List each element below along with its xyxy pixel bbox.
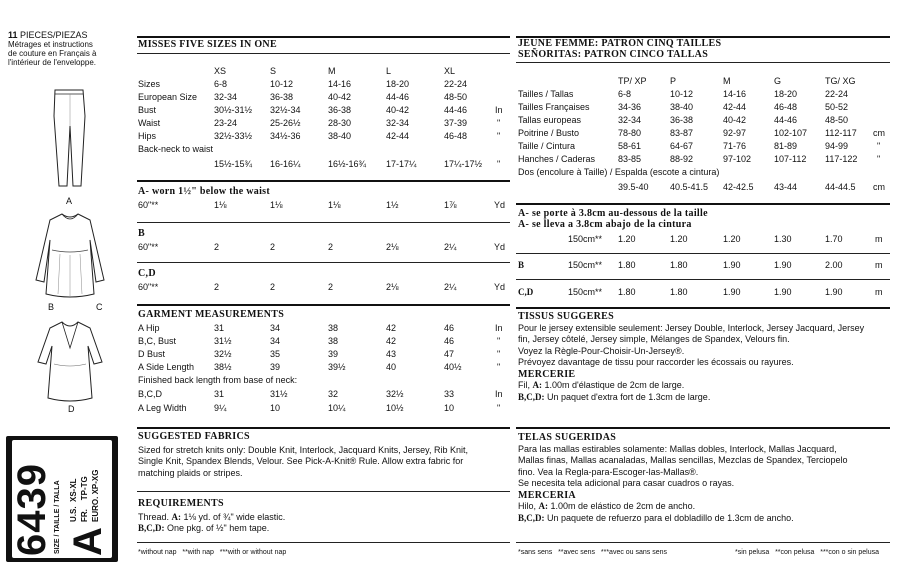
text-cell: 107-112 bbox=[774, 154, 807, 164]
text-cell: 40-42 bbox=[386, 105, 410, 115]
text-cell: 10-12 bbox=[670, 89, 694, 99]
text-cell: 32½-34 bbox=[270, 105, 301, 115]
text-cell: 2.00 bbox=[825, 260, 843, 270]
metrage-cd bbox=[518, 287, 890, 301]
text-cell: Un paquet d'extra fort de 1.3cm de large. bbox=[544, 391, 711, 402]
text-cell: 1.80 bbox=[670, 260, 688, 270]
text-cell bbox=[518, 380, 890, 392]
text-cell: 38 bbox=[328, 336, 339, 346]
text-cell: In bbox=[495, 105, 503, 115]
text-cell: 36-38 bbox=[328, 105, 352, 115]
text-cell bbox=[138, 523, 510, 535]
text-cell: 48-50 bbox=[444, 92, 468, 102]
text-cell: Voyez la Règle-Pour-Choisir-Un-Jersey®. bbox=[518, 345, 685, 356]
text-cell: 50-52 bbox=[825, 102, 849, 112]
text-cell: 47 bbox=[444, 349, 455, 359]
text-cell: European Size bbox=[138, 92, 198, 102]
text-cell: 40½ bbox=[444, 362, 462, 372]
text-cell: A Leg Width bbox=[138, 403, 187, 413]
text-cell: 31½ bbox=[214, 336, 232, 346]
text-cell: 2⅛ bbox=[386, 282, 399, 292]
tissus-suggeres bbox=[518, 311, 890, 403]
text-cell: 32-34 bbox=[214, 92, 238, 102]
text-cell: 46-48 bbox=[444, 131, 468, 141]
view-d-label: D bbox=[68, 404, 75, 414]
text-cell: 40 bbox=[386, 362, 397, 372]
yardage-a: A- worn 1½" below the waist 60"** 1⅛ 1⅛ 1⅛ 1½ 1⅞ Yd bbox=[138, 186, 506, 210]
text-cell: 40-42 bbox=[723, 115, 747, 125]
text-cell: Tallas europeas bbox=[518, 115, 582, 125]
text-cell: 2 bbox=[214, 242, 220, 252]
text-cell: 1.90 bbox=[723, 287, 741, 297]
size-header: S bbox=[270, 66, 277, 76]
text-cell: 16½-16¾ bbox=[328, 159, 367, 169]
text-cell: 37-39 bbox=[444, 118, 468, 128]
footnote-es: *sin pelusa **con pelusa ***con o sin pelusa bbox=[735, 549, 879, 556]
pattern-box bbox=[6, 436, 118, 562]
text-cell: 14-16 bbox=[723, 89, 747, 99]
text-cell: " bbox=[877, 154, 881, 164]
text-cell: B,C,D: bbox=[138, 523, 165, 533]
text-cell: 2 bbox=[328, 282, 334, 292]
text-cell: One pkg. of ½" hem tape. bbox=[164, 523, 270, 533]
text-cell: 97-102 bbox=[723, 154, 752, 164]
pieces-label: PIECES/PIEZAS bbox=[20, 30, 88, 40]
text-cell: 44-46 bbox=[774, 115, 798, 125]
text-cell: M bbox=[723, 76, 731, 86]
text-cell: Tailles Françaises bbox=[518, 102, 590, 112]
french-title: JEUNE FEMME: PATRON CINQ TAILLES bbox=[518, 38, 722, 49]
text-cell: 18-20 bbox=[386, 79, 410, 89]
text-cell: 83-85 bbox=[618, 154, 642, 164]
text-cell: 43 bbox=[386, 349, 397, 359]
text-cell: 1.20 bbox=[723, 234, 741, 244]
region-row: FR. TP-TG bbox=[80, 476, 89, 522]
text-cell: 17¼-17½ bbox=[444, 159, 483, 169]
text-cell: Thread. bbox=[138, 511, 172, 522]
french-note-3: l'intérieur de l'enveloppe. bbox=[8, 58, 96, 67]
text-cell: 10-12 bbox=[270, 79, 294, 89]
text-cell: TG/ XG bbox=[825, 76, 856, 86]
text-cell: 1.20 bbox=[670, 234, 688, 244]
text-cell: 2¼ bbox=[444, 242, 457, 252]
text-cell: Yd bbox=[494, 242, 506, 252]
text-cell: 2 bbox=[270, 282, 276, 292]
text-cell: Hanches / Caderas bbox=[518, 154, 596, 164]
text-cell: 1.00m de elástico de 2cm de ancho. bbox=[548, 501, 696, 511]
text-cell: 42 bbox=[386, 323, 397, 333]
text-cell: 10¼ bbox=[328, 403, 346, 413]
text-cell: Finished back length from base of neck: bbox=[138, 375, 298, 385]
size-header: XL bbox=[444, 66, 456, 76]
text-cell: " bbox=[497, 403, 501, 413]
text-cell: 31 bbox=[214, 389, 225, 399]
text-cell: 94-99 bbox=[825, 141, 849, 151]
text-cell: Tailles / Tallas bbox=[518, 89, 574, 99]
text-cell: 32-34 bbox=[386, 118, 410, 128]
tissus-title: TISSUS SUGGERES bbox=[518, 311, 614, 322]
text-cell: 1.80 bbox=[618, 260, 636, 270]
text-cell: " bbox=[497, 118, 501, 128]
text-cell: A: bbox=[532, 380, 542, 390]
text-cell: G bbox=[774, 76, 782, 86]
merceria-title: MERCERIA bbox=[518, 489, 576, 501]
text-cell: 2⅛ bbox=[386, 242, 399, 252]
text-cell: m bbox=[875, 234, 883, 244]
text-cell: 42-42.5 bbox=[723, 182, 754, 192]
text-cell: 112-117 bbox=[825, 128, 857, 138]
text-cell: Taille / Cintura bbox=[518, 141, 576, 151]
french-note-1: Métrages et instructions bbox=[8, 40, 93, 49]
text-cell bbox=[138, 512, 510, 524]
text-cell: 64-67 bbox=[670, 141, 694, 151]
text-cell: 32 bbox=[328, 389, 339, 399]
text-cell: " bbox=[497, 131, 501, 141]
text-cell: " bbox=[877, 141, 881, 151]
text-cell: 2 bbox=[270, 242, 276, 252]
text-cell: A Hip bbox=[138, 323, 160, 333]
pattern-letter: A bbox=[66, 527, 110, 556]
text-cell bbox=[518, 501, 890, 513]
text-cell: 10 bbox=[444, 403, 455, 413]
yardage-b: B 60"** 2 2 2 2⅛ 2¼ Yd bbox=[138, 228, 506, 252]
text-cell: Prévoyez davantage de tissu pour raccorder les écossais ou rayures. bbox=[518, 357, 794, 367]
view-b-label: B bbox=[48, 302, 55, 312]
view-b-c-drawing bbox=[30, 210, 110, 302]
text-cell: 34 bbox=[270, 336, 281, 346]
requirements bbox=[138, 498, 510, 535]
text-cell: 38-40 bbox=[670, 102, 694, 112]
french-size-table bbox=[518, 76, 890, 196]
text-cell: A: bbox=[171, 511, 182, 522]
text-cell: Back-neck to waist bbox=[138, 144, 214, 154]
text-cell: 32½ bbox=[214, 349, 232, 359]
text-cell: P bbox=[670, 76, 677, 86]
text-cell: B,C,D bbox=[138, 389, 163, 399]
text-cell: 88-92 bbox=[670, 154, 694, 164]
text-cell: Yd bbox=[494, 200, 506, 210]
text-cell: 83-87 bbox=[670, 128, 694, 138]
text-cell: Bust bbox=[138, 105, 157, 115]
french-note-2: de couture en Français à bbox=[8, 49, 97, 58]
text-cell: 34-36 bbox=[618, 102, 642, 112]
text-cell: 1.90 bbox=[723, 260, 741, 270]
text-cell: Se necesita tela adicional para casar cuadros o rayas. bbox=[518, 478, 735, 488]
text-cell: 1⅞ bbox=[444, 200, 457, 210]
fabrics-title: SUGGESTED FABRICS bbox=[138, 431, 250, 442]
text-cell: Hilo, bbox=[518, 501, 539, 511]
text-cell: 44-46 bbox=[444, 105, 468, 115]
pattern-rotated bbox=[12, 440, 112, 558]
text-cell: 60"** bbox=[138, 200, 159, 210]
pieces-count: 11 bbox=[8, 30, 18, 40]
metrage-a: A- se porte à 3.8cm au-dessous de la taille A- se lleva a 3.8cm abajo de la cintura 150cm** 1.20 1.20 1.20 1.30 1.70 m bbox=[518, 208, 883, 244]
text-cell: 1.80 bbox=[670, 287, 688, 297]
text-cell: D Bust bbox=[138, 349, 166, 359]
text-cell: 40.5-41.5 bbox=[670, 182, 709, 192]
text-cell: 18-20 bbox=[774, 89, 798, 99]
text-cell: 42 bbox=[386, 336, 397, 346]
size-label: SIZE / TAILLE / TALLA bbox=[54, 480, 61, 554]
text-cell: 2¼ bbox=[444, 282, 457, 292]
text-cell: " bbox=[497, 159, 501, 169]
text-cell: " bbox=[497, 362, 501, 372]
text-cell: 39.5-40 bbox=[618, 182, 649, 192]
text-cell: 10 bbox=[270, 403, 281, 413]
text-cell: 1.70 bbox=[825, 234, 843, 244]
text-cell: 17-17¼ bbox=[386, 159, 417, 169]
text-cell: 22-24 bbox=[444, 79, 468, 89]
text-cell: 150cm** bbox=[568, 234, 603, 244]
region-row: U.S. XS-XL bbox=[69, 478, 78, 522]
text-cell: 1½ bbox=[386, 200, 399, 210]
text-cell: 38½ bbox=[214, 362, 232, 372]
text-cell: 42-44 bbox=[723, 102, 747, 112]
text-cell: 1⅛ yd. of ¾" wide elastic. bbox=[181, 511, 286, 522]
text-cell: cm bbox=[873, 128, 885, 138]
text-cell: 30½-31½ bbox=[214, 105, 253, 115]
text-cell: 1.90 bbox=[774, 287, 792, 297]
text-cell: 28-30 bbox=[328, 118, 352, 128]
text-cell: 60"** bbox=[138, 242, 159, 252]
text-cell: 6-8 bbox=[214, 79, 228, 89]
pieces-block bbox=[8, 30, 123, 67]
text-cell: 22-24 bbox=[825, 89, 849, 99]
text-cell: 1.00m d'élastique de 2cm de large. bbox=[542, 380, 685, 390]
text-cell: 1.80 bbox=[618, 287, 636, 297]
text-cell: B,C, Bust bbox=[138, 336, 177, 346]
text-cell: 6-8 bbox=[618, 89, 632, 99]
text-cell: 32½ bbox=[386, 389, 404, 399]
text-cell: 2 bbox=[214, 282, 220, 292]
text-cell: 36-38 bbox=[270, 92, 294, 102]
text-cell: 48-50 bbox=[825, 115, 849, 125]
text-cell: Fil, bbox=[518, 380, 533, 390]
text-cell: 38-40 bbox=[328, 131, 352, 141]
text-cell: 33 bbox=[444, 389, 455, 399]
text-cell: 16-16¼ bbox=[270, 159, 301, 169]
text-cell: A: bbox=[538, 501, 549, 511]
telas-sugeridas bbox=[518, 432, 890, 524]
text-cell: 1.20 bbox=[618, 234, 636, 244]
text-cell: 31 bbox=[214, 323, 225, 333]
view-a-label: A bbox=[66, 196, 73, 206]
view-a-drawing bbox=[45, 86, 95, 196]
text-cell: 102-107 bbox=[774, 128, 808, 138]
text-cell: 32-34 bbox=[618, 115, 642, 125]
text-cell: Hips bbox=[138, 131, 157, 141]
text-cell: " bbox=[497, 336, 501, 346]
text-cell: 44-44.5 bbox=[825, 182, 856, 192]
text-cell: 42-44 bbox=[386, 131, 410, 141]
text-cell: 10½ bbox=[386, 403, 404, 413]
text-cell: 32½-33½ bbox=[214, 131, 253, 141]
text-cell: 9¼ bbox=[214, 403, 227, 413]
text-cell bbox=[518, 513, 890, 525]
text-cell: Yd bbox=[494, 282, 506, 292]
size-header: M bbox=[328, 66, 336, 76]
text-cell: Mallas finas, Mallas acanaladas, Mallas sencillas, Mezclas de Spandex, Terciopelo bbox=[518, 455, 848, 465]
region-row: EURO. XP-XG bbox=[91, 469, 100, 522]
text-cell: 39 bbox=[328, 349, 339, 359]
telas-title: TELAS SUGERIDAS bbox=[518, 432, 617, 443]
garment-title: GARMENT MEASUREMENTS bbox=[138, 309, 285, 320]
text-cell: Sizes bbox=[138, 79, 161, 89]
text-cell: fin, Jersey côtelé, Jersey simple, Mélanges de Spandex, Velours fin. bbox=[518, 334, 790, 344]
text-cell: 36-38 bbox=[670, 115, 694, 125]
text-cell: 81-89 bbox=[774, 141, 798, 151]
english-title: MISSES FIVE SIZES IN ONE bbox=[138, 39, 277, 50]
text-cell: 35 bbox=[270, 349, 281, 359]
text-cell: m bbox=[875, 260, 883, 270]
text-cell: matching plaids or stripes. bbox=[138, 467, 243, 478]
text-cell: In bbox=[495, 389, 503, 399]
text-cell: Para las mallas estirables solamente: Mallas dobles, Interlock, Mallas Jacquard, bbox=[518, 443, 837, 454]
text-cell: 25-26½ bbox=[270, 118, 301, 128]
text-cell: 31½ bbox=[270, 389, 288, 399]
text-cell: Pour le jersey extensible seulement: Jersey Double, Interlock, Jersey Jacquard, Jersey bbox=[518, 322, 865, 333]
text-cell: Dos (encolure à Taille) / Espalda (escote a cintura) bbox=[518, 167, 720, 177]
text-cell: 44-46 bbox=[386, 92, 410, 102]
text-cell: 1⅛ bbox=[214, 200, 227, 210]
text-cell: cm bbox=[873, 182, 885, 192]
size-header: XS bbox=[214, 66, 227, 76]
text-cell: Waist bbox=[138, 118, 161, 128]
text-cell: 15½-15¾ bbox=[214, 159, 253, 169]
pattern-number: 6439 bbox=[10, 463, 54, 556]
text-cell: 78-80 bbox=[618, 128, 642, 138]
text-cell: Sized for stretch knits only: Double Knit, Interlock, Jacquard Knits, Jersey, Rib Knit, bbox=[138, 444, 468, 455]
text-cell: Un paquete de refuerzo para el dobladillo de 1.3cm de ancho. bbox=[544, 512, 794, 523]
view-c-label: C bbox=[96, 302, 103, 312]
footnote-fr: *sans sens **avec sens ***avec ou sans sens bbox=[518, 549, 668, 556]
text-cell: 117-122 bbox=[825, 154, 858, 164]
text-cell: 1.30 bbox=[774, 234, 792, 244]
text-cell: 58-61 bbox=[618, 141, 642, 151]
text-cell: 38 bbox=[328, 323, 339, 333]
text-cell: TP/ XP bbox=[618, 76, 647, 86]
text-cell: 1.90 bbox=[774, 260, 792, 270]
text-cell: Poitrine / Busto bbox=[518, 128, 580, 138]
text-cell: 92-97 bbox=[723, 128, 747, 138]
view-d-drawing bbox=[32, 318, 108, 404]
text-cell: 1.90 bbox=[825, 287, 843, 297]
text-cell: 1⅛ bbox=[328, 200, 341, 210]
text-cell: 71-76 bbox=[723, 141, 747, 151]
text-cell: 39 bbox=[270, 362, 281, 372]
garment-measurements bbox=[138, 309, 510, 421]
text-cell: 34½-36 bbox=[270, 131, 301, 141]
english-size-table bbox=[138, 66, 510, 176]
spanish-title: SEÑORITAS: PATRON CINCO TALLAS bbox=[518, 49, 709, 60]
text-cell: " bbox=[497, 349, 501, 359]
text-cell: 43-44 bbox=[774, 182, 798, 192]
text-cell: B,C,D: bbox=[518, 391, 545, 402]
text-cell: 40-42 bbox=[328, 92, 352, 102]
text-cell: Single Knit, Spandex Blends, Velour. See Pick-A-Knit® Rule. Allow extra fabric for bbox=[138, 456, 464, 466]
text-cell: In bbox=[495, 323, 503, 333]
text-cell: 2 bbox=[328, 242, 334, 252]
text-cell: 60"** bbox=[138, 282, 159, 292]
text-cell: 150cm** bbox=[568, 260, 603, 270]
text-cell: A Side Length bbox=[138, 362, 195, 372]
mercerie-title: MERCERIE bbox=[518, 368, 576, 380]
text-cell: 46 bbox=[444, 323, 455, 333]
text-cell: 46-48 bbox=[774, 102, 798, 112]
text-cell: C,D bbox=[518, 287, 534, 297]
yardage-cd: C,D 60"** 2 2 2 2⅛ 2¼ Yd bbox=[138, 268, 506, 292]
requirements-title: REQUIREMENTS bbox=[138, 498, 224, 509]
text-cell: 1⅛ bbox=[270, 200, 283, 210]
suggested-fabrics bbox=[138, 431, 510, 479]
text-cell: B bbox=[518, 260, 525, 270]
metrage-b bbox=[518, 260, 890, 274]
text-cell: fino. Vea la Regla-para-Escoger-las-Mallas®. bbox=[518, 466, 699, 477]
text-cell: 23-24 bbox=[214, 118, 238, 128]
size-header: L bbox=[386, 66, 392, 76]
text-cell: 46 bbox=[444, 336, 455, 346]
text-cell bbox=[518, 392, 890, 404]
text-cell: B,C,D: bbox=[518, 512, 545, 523]
text-cell: 14-16 bbox=[328, 79, 352, 89]
text-cell: 34 bbox=[270, 323, 281, 333]
text-cell: m bbox=[875, 287, 883, 297]
footnote-en: *without nap **with nap ***with or without nap bbox=[138, 549, 287, 556]
text-cell: 39½ bbox=[328, 362, 346, 372]
text-cell: 150cm** bbox=[568, 287, 603, 297]
